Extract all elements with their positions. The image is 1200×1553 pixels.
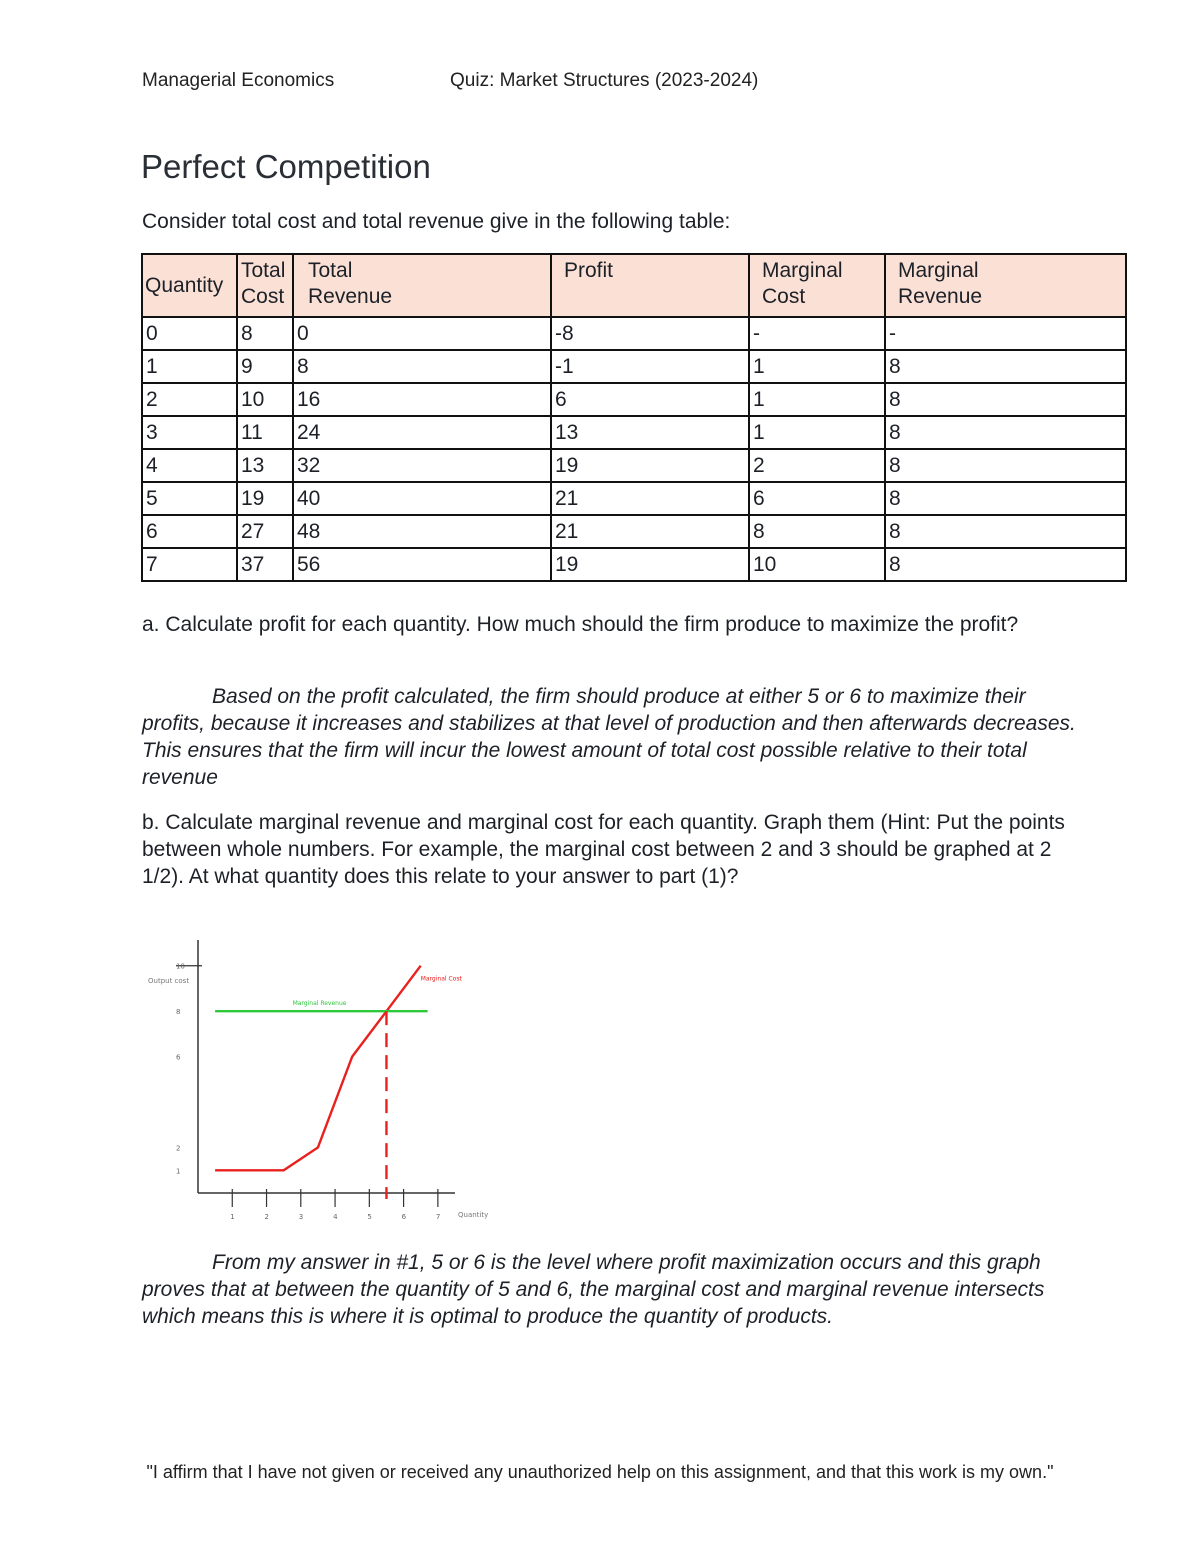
y-tick-label: 2	[176, 1144, 181, 1153]
header-marginal-revenue-label: Marginal Revenue	[898, 259, 983, 308]
cell-marginal-cost: -	[749, 317, 885, 350]
cell-quantity: 2	[142, 383, 237, 416]
quiz-title: Quiz: Market Structures (2023-2024)	[450, 70, 759, 91]
cell-marginal-cost: 1	[749, 416, 885, 449]
y-axis-label: Output cost	[148, 977, 190, 985]
table-row	[142, 515, 1126, 548]
table-row	[142, 482, 1126, 515]
cell-total-revenue: 0	[293, 317, 551, 350]
header-total-revenue-label: Total Revenue	[308, 259, 393, 308]
marginal-revenue-label: Marginal Revenue	[292, 1000, 347, 1008]
answer-a-text: Based on the profit calculated, the firm should produce at either 5 or 6 to maximize their profits, because it increases and stabilizes at that level of production and then afterwards decreases. This ensures that the firm will incur the lowest amount of total cost possible relative to their total revenue	[142, 685, 1076, 789]
cell-marginal-cost: 10	[749, 548, 885, 581]
answer-b	[142, 1249, 1082, 1330]
header-marginal-cost-label: Marginal Cost	[762, 259, 843, 308]
table-row	[142, 383, 1126, 416]
cell-profit: -1	[551, 350, 749, 383]
x-tick-label: 2	[264, 1213, 270, 1221]
y-tick-label: 8	[176, 1008, 181, 1017]
y-tick-label: 10	[176, 962, 185, 971]
cell-marginal-revenue: 8	[885, 548, 1126, 581]
cell-marginal-cost: 1	[749, 350, 885, 383]
cell-profit: 21	[551, 515, 749, 548]
cost-revenue-table	[141, 253, 1127, 582]
cell-total-cost: 11	[237, 416, 293, 449]
cell-profit: -8	[551, 317, 749, 350]
header-total-cost-label: Total Cost	[241, 259, 286, 308]
cell-quantity: 1	[142, 350, 237, 383]
cell-total-revenue: 8	[293, 350, 551, 383]
table-row	[142, 317, 1126, 350]
marginal-cost-line	[215, 966, 421, 1171]
x-tick-label: 6	[401, 1213, 407, 1221]
cell-marginal-cost: 8	[749, 515, 885, 548]
header-profit: Profit	[551, 254, 749, 317]
cell-marginal-revenue: 8	[885, 383, 1126, 416]
header-total-cost	[237, 254, 293, 317]
cell-marginal-cost: 2	[749, 449, 885, 482]
cell-profit: 19	[551, 449, 749, 482]
cell-total-cost: 8	[237, 317, 293, 350]
question-b: b. Calculate marginal revenue and marginal cost for each quantity. Graph them (Hint: Put the points between whole numbers. For example, the marginal cost between 2 and 3 should be graphed at 2 1/2). At what quantity does this relate to your answer to part (1)?	[142, 811, 1065, 888]
intro-text: Consider total cost and total revenue give in the following table:	[142, 210, 731, 233]
cell-quantity: 0	[142, 317, 237, 350]
x-tick-label: 4	[333, 1213, 338, 1221]
x-axis-label: Quantity	[458, 1211, 489, 1219]
cell-total-revenue: 48	[293, 515, 551, 548]
cell-marginal-revenue: 8	[885, 449, 1126, 482]
cell-total-revenue: 16	[293, 383, 551, 416]
table-row	[142, 416, 1126, 449]
x-tick-label: 3	[298, 1213, 304, 1221]
cell-total-revenue: 24	[293, 416, 551, 449]
header-quantity: Quantity	[142, 254, 237, 317]
header-marginal-cost	[749, 254, 885, 317]
x-tick-label: 7	[435, 1213, 441, 1221]
cell-profit: 6	[551, 383, 749, 416]
cell-total-revenue: 32	[293, 449, 551, 482]
course-name: Managerial Economics	[142, 70, 335, 91]
cell-marginal-revenue: 8	[885, 350, 1126, 383]
y-tick-label: 1	[176, 1167, 181, 1176]
answer-a	[142, 683, 1082, 791]
cell-total-cost: 9	[237, 350, 293, 383]
mc-mr-graph	[140, 935, 520, 1225]
cell-marginal-revenue: 8	[885, 515, 1126, 548]
cell-total-cost: 27	[237, 515, 293, 548]
header-total-revenue	[293, 254, 551, 317]
footer-affirmation: "I affirm that I have not given or received any unauthorized help on this assignment, and that this work is my own."	[146, 1462, 1054, 1482]
page-title: Perfect Competition	[141, 148, 431, 185]
cell-quantity: 7	[142, 548, 237, 581]
cell-total-cost: 13	[237, 449, 293, 482]
answer-b-text: From my answer in #1, 5 or 6 is the level where profit maximization occurs and this graph proves that at between the quantity of 5 and 6, the marginal cost and marginal revenue intersects which means this is where it is optimal to produce the quantity of products.	[142, 1251, 1045, 1328]
x-tick-label: 1	[230, 1213, 235, 1221]
y-tick-label: 6	[176, 1053, 181, 1062]
cell-profit: 13	[551, 416, 749, 449]
cell-total-revenue: 40	[293, 482, 551, 515]
table-row	[142, 350, 1126, 383]
cell-quantity: 3	[142, 416, 237, 449]
header-marginal-revenue	[885, 254, 1126, 317]
cell-profit: 21	[551, 482, 749, 515]
cell-total-cost: 37	[237, 548, 293, 581]
cell-quantity: 4	[142, 449, 237, 482]
table-row	[142, 449, 1126, 482]
cell-quantity: 5	[142, 482, 237, 515]
cell-marginal-revenue: -	[885, 317, 1126, 350]
cell-marginal-revenue: 8	[885, 482, 1126, 515]
cell-total-cost: 19	[237, 482, 293, 515]
question-a: a. Calculate profit for each quantity. How much should the firm produce to maximize the profit?	[142, 613, 1019, 636]
cell-profit: 19	[551, 548, 749, 581]
x-tick-label: 5	[367, 1213, 372, 1221]
cell-quantity: 6	[142, 515, 237, 548]
cell-total-revenue: 56	[293, 548, 551, 581]
table-row	[142, 548, 1126, 581]
cell-marginal-cost: 1	[749, 383, 885, 416]
cell-marginal-revenue: 8	[885, 416, 1126, 449]
marginal-cost-label: Marginal Cost	[420, 975, 462, 983]
cell-total-cost: 10	[237, 383, 293, 416]
cell-marginal-cost: 6	[749, 482, 885, 515]
table-header-row	[142, 254, 1126, 317]
